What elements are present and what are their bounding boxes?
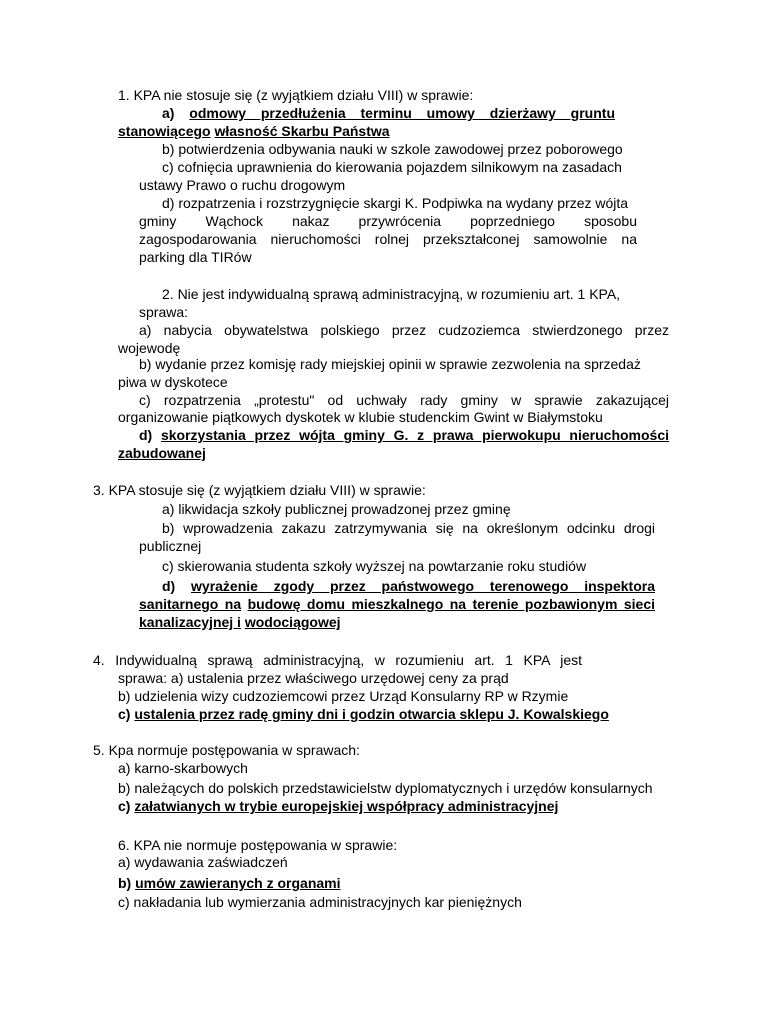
q3-answer-d-text2a: sanitarnego na [139, 596, 242, 612]
q6-answer-b-prefix: b) [118, 875, 132, 891]
q2-answer-b-line1: b) wydanie przez komisję rady miejskiej opinii w sprawie zezwolenia na sprzedaż [139, 356, 641, 372]
q3-answer-d-line2 [139, 595, 655, 613]
q6-answer-c: c) nakładania lub wymierzania administracyjnych kar pieniężnych [118, 894, 522, 910]
q3-question: 3. KPA stosuje się (z wyjątkiem działu VIII) w sprawie: [93, 482, 426, 498]
q5-answer-c [118, 797, 558, 815]
q4-question-line2: sprawa: a) ustalenia przez właściwego urzędowej ceny za prąd [118, 670, 509, 686]
q2-answer-d-line2: zabudowanej [118, 445, 206, 461]
q2-answer-d-prefix: d) [139, 427, 153, 443]
q5-answer-a: a) karno-skarbowych [118, 760, 248, 776]
q3-answer-d-text3b: wodociągowej [244, 614, 341, 630]
q1-answer-c-line2: ustawy Prawo o ruchu drogowym [139, 177, 346, 193]
q3-answer-d-prefix: d) [162, 578, 176, 594]
q2-answer-a-line1: a) nabycia obywatelstwa polskiego przez cudzoziemca stwierdzonego przez [139, 322, 669, 338]
q1-answer-d-line1: d) rozpatrzenia i rozstrzygnięcie skargi K. Podpiwka na wydany przez wójta [162, 195, 629, 211]
q1-answer-a-text2b: własność Skarbu Państwa [214, 123, 390, 139]
q1-answer-a-line1 [162, 104, 615, 122]
q2-answer-a-line2: wojewodę [118, 340, 181, 356]
q5-answer-b: b) należących do polskich przedstawicielstw dyplomatycznych i urzędów konsularnych [118, 780, 653, 796]
q2-answer-d-line1 [139, 426, 669, 444]
q1-answer-d-line4: parking dla TIRów [139, 249, 252, 265]
q1-answer-a-text1: odmowy przedłużenia terminu umowy dzierżawy gruntu [189, 105, 615, 121]
q6-answer-b-text: umów zawieranych z organami [135, 875, 341, 891]
q3-answer-d-text3a: kanalizacyjnej i [139, 614, 241, 630]
q2-question-line2: sprawa: [139, 304, 189, 320]
q1-answer-a-line2 [118, 122, 390, 140]
q1-answer-a-text2a: stanowiącego [118, 123, 211, 139]
q1-question: 1. KPA nie stosuje się (z wyjątkiem działu VIII) w sprawie: [118, 87, 474, 103]
q1-answer-c-line1: c) cofnięcia uprawnienia do kierowania pojazdem silnikowym na zasadach [162, 159, 622, 175]
q1-answer-a-prefix: a) [162, 105, 175, 121]
q4-question-line1: 4. Indywidualną sprawą administracyjną, w rozumieniu art. 1 KPA jest [93, 652, 582, 668]
q2-answer-c-line1: c) rozpatrzenia „protestu" od uchwały rady gminy w sprawie zakazującej [139, 392, 669, 408]
q3-answer-b-line1: b) wprowadzenia zakazu zatrzymywania się na określonym odcinku drogi [162, 520, 655, 536]
q3-answer-d-line1 [162, 577, 655, 595]
q6-answer-a: a) wydawania zaświadczeń [118, 854, 288, 870]
q1-answer-d-line2: gminy Wąchock nakaz przywrócenia poprzedniego sposobu [139, 213, 637, 229]
q3-answer-d-text1: wyrażenie zgody przez państwowego terenowego inspektora [191, 578, 656, 594]
q3-answer-c: c) skierowania studenta szkoły wyższej na powtarzanie roku studiów [162, 558, 587, 574]
q5-answer-c-text: załatwianych w trybie europejskiej współpracy administracyjnej [134, 798, 559, 814]
q2-question-line1: 2. Nie jest indywidualną sprawą administracyjną, w rozumieniu art. 1 KPA, [162, 286, 621, 302]
q6-answer-b [118, 874, 341, 892]
q2-answer-d-text1: skorzystania przez wójta gminy G. z prawa pierwokupu nieruchomości [160, 427, 670, 443]
q1-answer-b: b) potwierdzenia odbywania nauki w szkole zawodowej przez poborowego [162, 141, 623, 157]
q5-question: 5. Kpa normuje postępowania w sprawach: [93, 742, 360, 758]
q3-answer-a: a) likwidacja szkoły publicznej prowadzonej przez gminę [162, 501, 511, 517]
q3-answer-d-line3 [139, 613, 341, 631]
q4-answer-c-text: ustalenia przez radę gminy dni i godzin otwarcia sklepu J. Kowalskiego [134, 706, 609, 722]
q1-answer-d-line3: zagospodarowania nieruchomości rolnej przekształconej samowolnie na [139, 231, 637, 247]
q6-question: 6. KPA nie normuje postępowania w sprawie: [118, 837, 398, 853]
q2-answer-b-line2: piwa w dyskotece [118, 374, 228, 390]
q4-answer-b: b) udzielenia wizy cudzoziemcowi przez Urząd Konsularny RP w Rzymie [118, 688, 569, 704]
q4-answer-c [118, 705, 609, 723]
q3-answer-d-text2b: budowę domu mieszkalnego na terenie pozbawionym sieci [247, 596, 655, 612]
q3-answer-b-line2: publicznej [139, 538, 202, 554]
q4-answer-c-prefix: c) [118, 706, 131, 722]
q2-answer-c-line2: organizowanie piątkowych dyskotek w klubie studenckim Gwint w Białymstoku [118, 409, 603, 425]
q5-answer-c-prefix: c) [118, 798, 131, 814]
